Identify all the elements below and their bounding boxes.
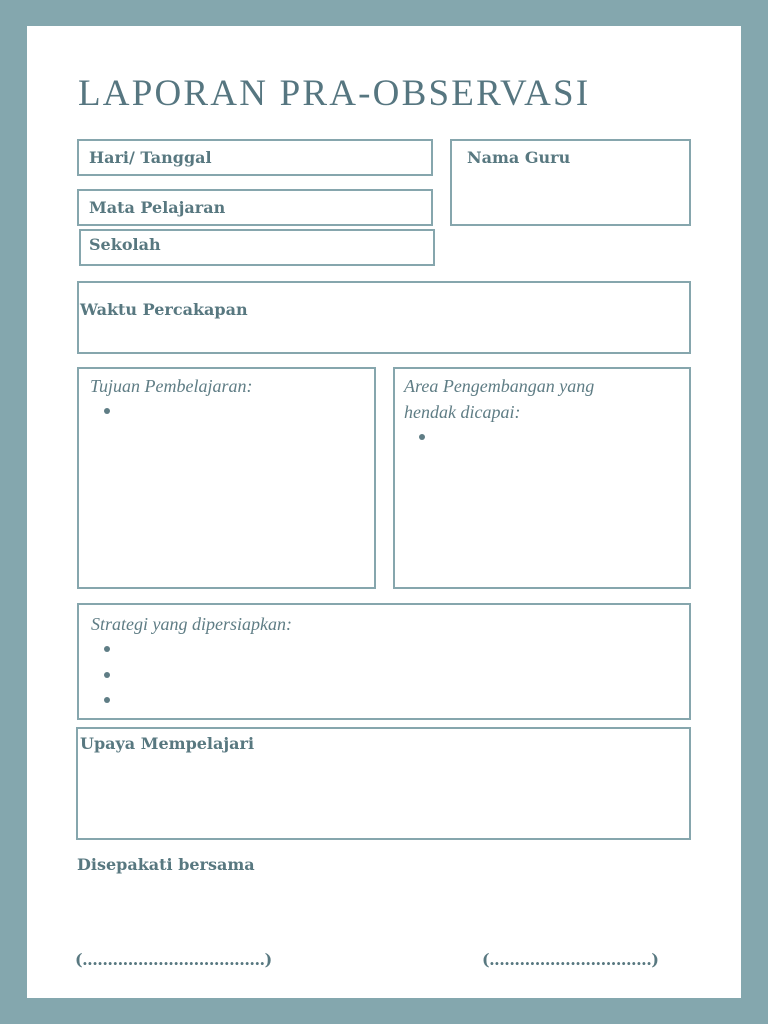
strategi-bullet-3	[104, 697, 110, 703]
strategi-bullet-2	[104, 672, 110, 678]
upaya-mempelajari-field[interactable]	[76, 727, 691, 840]
area-pengembangan-label-line1: Area Pengembangan yang	[404, 376, 595, 396]
nama-guru-field[interactable]	[450, 139, 691, 226]
sekolah-label: Sekolah	[89, 235, 161, 254]
mata-pelajaran-field[interactable]	[77, 189, 433, 226]
strategi-label: Strategi yang dipersiapkan:	[91, 614, 292, 634]
strategi-bullet-1	[104, 646, 110, 652]
upaya-mempelajari-label: Upaya Mempelajari	[80, 734, 255, 753]
area-pengembangan-box[interactable]	[393, 367, 691, 589]
nama-guru-label: Nama Guru	[467, 148, 571, 167]
tujuan-pembelajaran-label: Tujuan Pembelajaran:	[90, 376, 253, 396]
strategi-box[interactable]	[77, 603, 691, 720]
area-pengembangan-label-line2: hendak dicapai:	[404, 402, 521, 422]
hari-tanggal-label: Hari/ Tanggal	[89, 148, 212, 167]
hari-tanggal-field[interactable]	[77, 139, 433, 176]
waktu-percakapan-label: Waktu Percakapan	[80, 300, 248, 319]
tujuan-bullet	[104, 408, 110, 414]
waktu-percakapan-field[interactable]	[77, 281, 691, 354]
signature-left[interactable]: (....................................)	[75, 950, 272, 969]
signature-right[interactable]: (................................)	[482, 950, 659, 969]
tujuan-pembelajaran-box[interactable]	[77, 367, 376, 589]
page-title: LAPORAN PRA-OBSERVASI	[78, 73, 591, 114]
agreed-label: Disepakati bersama	[77, 855, 255, 874]
area-bullet	[419, 434, 425, 440]
sekolah-field[interactable]	[79, 229, 435, 266]
mata-pelajaran-label: Mata Pelajaran	[89, 198, 226, 217]
